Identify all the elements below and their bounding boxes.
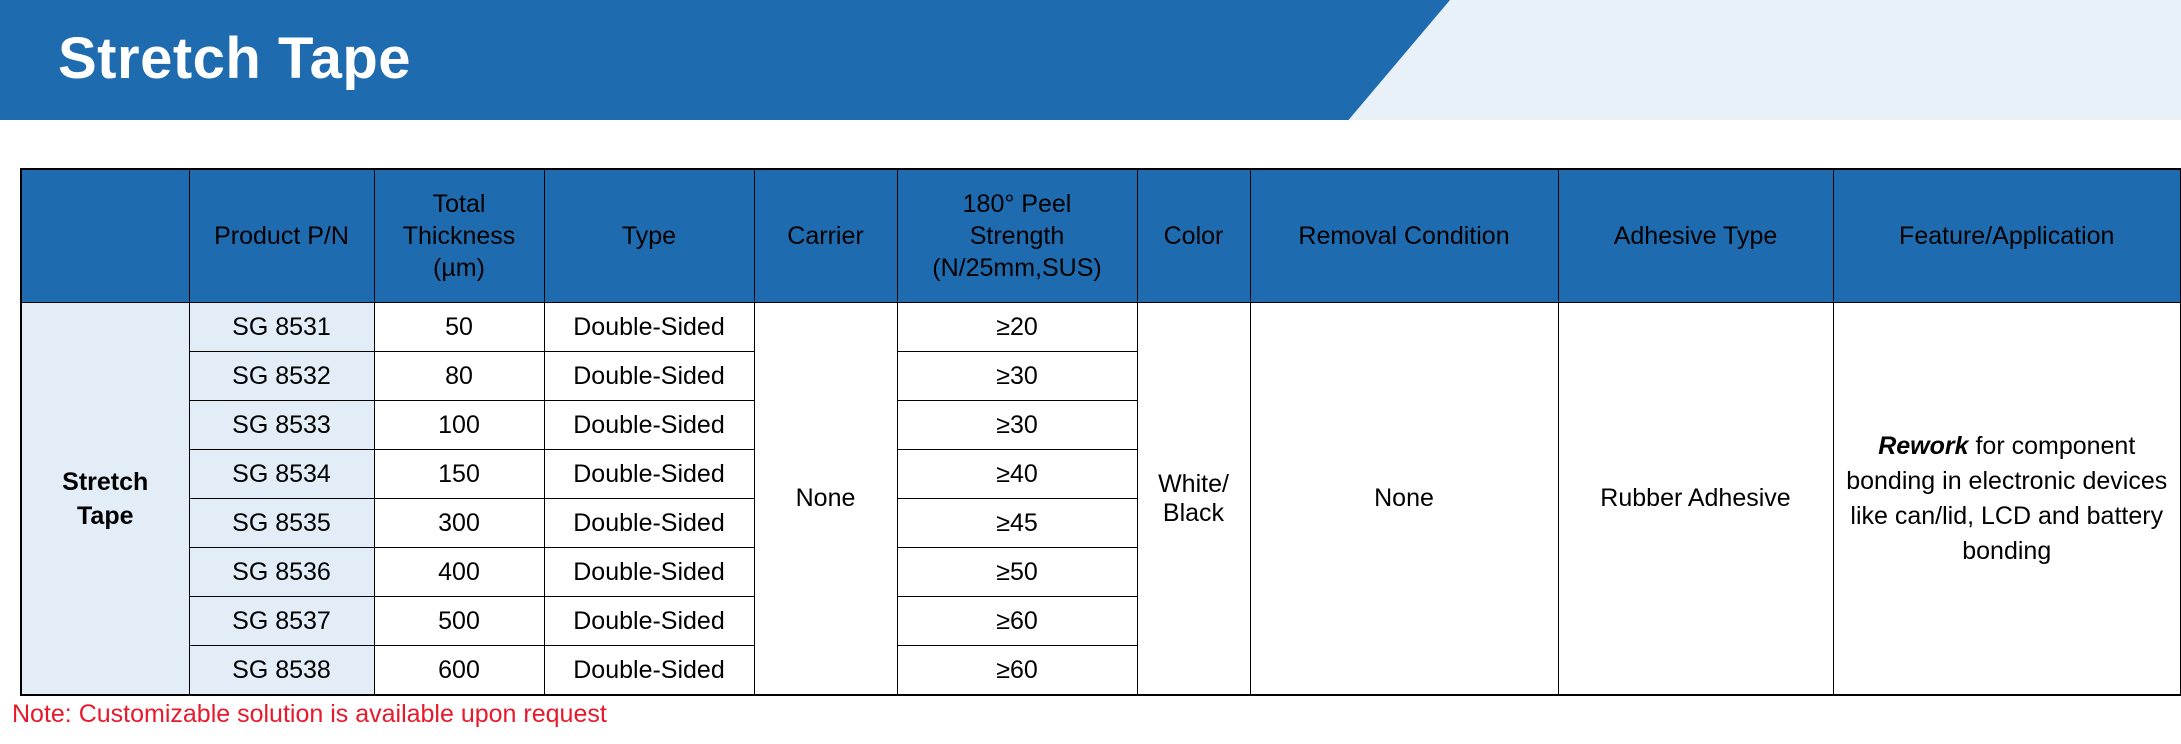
table-row: [21, 303, 2181, 352]
cell-type: Double-Sided: [544, 401, 754, 450]
cell-type: Double-Sided: [544, 548, 754, 597]
cell-carrier: None: [754, 303, 897, 696]
cell-thickness: 100: [374, 401, 544, 450]
family-line-1: Stretch: [62, 467, 149, 496]
cell-peel: ≥30: [897, 401, 1137, 450]
cell-peel: ≥50: [897, 548, 1137, 597]
column-header-total-thickness: [374, 169, 544, 303]
cell-product-pn: SG 8537: [189, 597, 374, 646]
column-header-removal-condition: Removal Condition: [1250, 169, 1558, 303]
cell-type: Double-Sided: [544, 597, 754, 646]
thickness-line-1: Total: [432, 190, 486, 218]
cell-peel: ≥40: [897, 450, 1137, 499]
cell-product-pn: SG 8535: [189, 499, 374, 548]
thickness-line-2: Thickness: [402, 222, 516, 250]
cell-feature-application: [1833, 303, 2181, 696]
cell-thickness: 50: [374, 303, 544, 352]
table-body: [21, 303, 2181, 696]
cell-product-pn: SG 8533: [189, 401, 374, 450]
column-header-family: [21, 169, 189, 303]
cell-type: Double-Sided: [544, 352, 754, 401]
cell-thickness: 400: [374, 548, 544, 597]
cell-peel: ≥45: [897, 499, 1137, 548]
color-line-2: Black: [1162, 498, 1225, 527]
cell-product-pn: SG 8536: [189, 548, 374, 597]
spec-table-container: [20, 168, 2168, 696]
page-banner: [0, 0, 2181, 120]
feature-emphasis: Rework: [1878, 431, 1969, 460]
column-header-type: Type: [544, 169, 754, 303]
cell-type: Double-Sided: [544, 646, 754, 696]
cell-removal-condition: None: [1250, 303, 1558, 696]
cell-peel: ≥30: [897, 352, 1137, 401]
column-header-product-pn: Product P/N: [189, 169, 374, 303]
cell-product-pn: SG 8531: [189, 303, 374, 352]
cell-type: Double-Sided: [544, 499, 754, 548]
family-line-2: Tape: [77, 501, 134, 530]
customization-note: Note: Customizable solution is available upon request: [12, 700, 607, 728]
cell-thickness: 300: [374, 499, 544, 548]
column-header-feature-application: Feature/Application: [1833, 169, 2181, 303]
cell-thickness: 80: [374, 352, 544, 401]
cell-adhesive-type: Rubber Adhesive: [1558, 303, 1833, 696]
cell-product-pn: SG 8534: [189, 450, 374, 499]
peel-line-3: (N/25mm,SUS): [932, 254, 1102, 282]
peel-line-1: 180° Peel: [962, 190, 1072, 218]
peel-line-2: Strength: [969, 222, 1065, 250]
table-header: [21, 169, 2181, 303]
cell-product-pn: SG 8532: [189, 352, 374, 401]
cell-thickness: 150: [374, 450, 544, 499]
column-header-color: Color: [1137, 169, 1250, 303]
cell-product-pn: SG 8538: [189, 646, 374, 696]
column-header-adhesive-type: Adhesive Type: [1558, 169, 1833, 303]
cell-peel: ≥60: [897, 597, 1137, 646]
column-header-carrier: Carrier: [754, 169, 897, 303]
cell-peel: ≥20: [897, 303, 1137, 352]
thickness-line-3: (µm): [433, 254, 485, 282]
cell-type: Double-Sided: [544, 303, 754, 352]
cell-peel: ≥60: [897, 646, 1137, 696]
stretch-tape-spec-table: [20, 168, 2181, 696]
cell-type: Double-Sided: [544, 450, 754, 499]
page-title: Stretch Tape: [58, 26, 412, 91]
column-header-peel-strength: [897, 169, 1137, 303]
table-header-row: [21, 169, 2181, 303]
color-line-1: White/: [1158, 469, 1229, 498]
cell-thickness: 600: [374, 646, 544, 696]
feature-text: for component bonding in electronic devices like can/lid, LCD and battery bonding: [1846, 431, 2168, 565]
cell-color: [1137, 303, 1250, 696]
cell-family: [21, 303, 189, 696]
cell-thickness: 500: [374, 597, 544, 646]
